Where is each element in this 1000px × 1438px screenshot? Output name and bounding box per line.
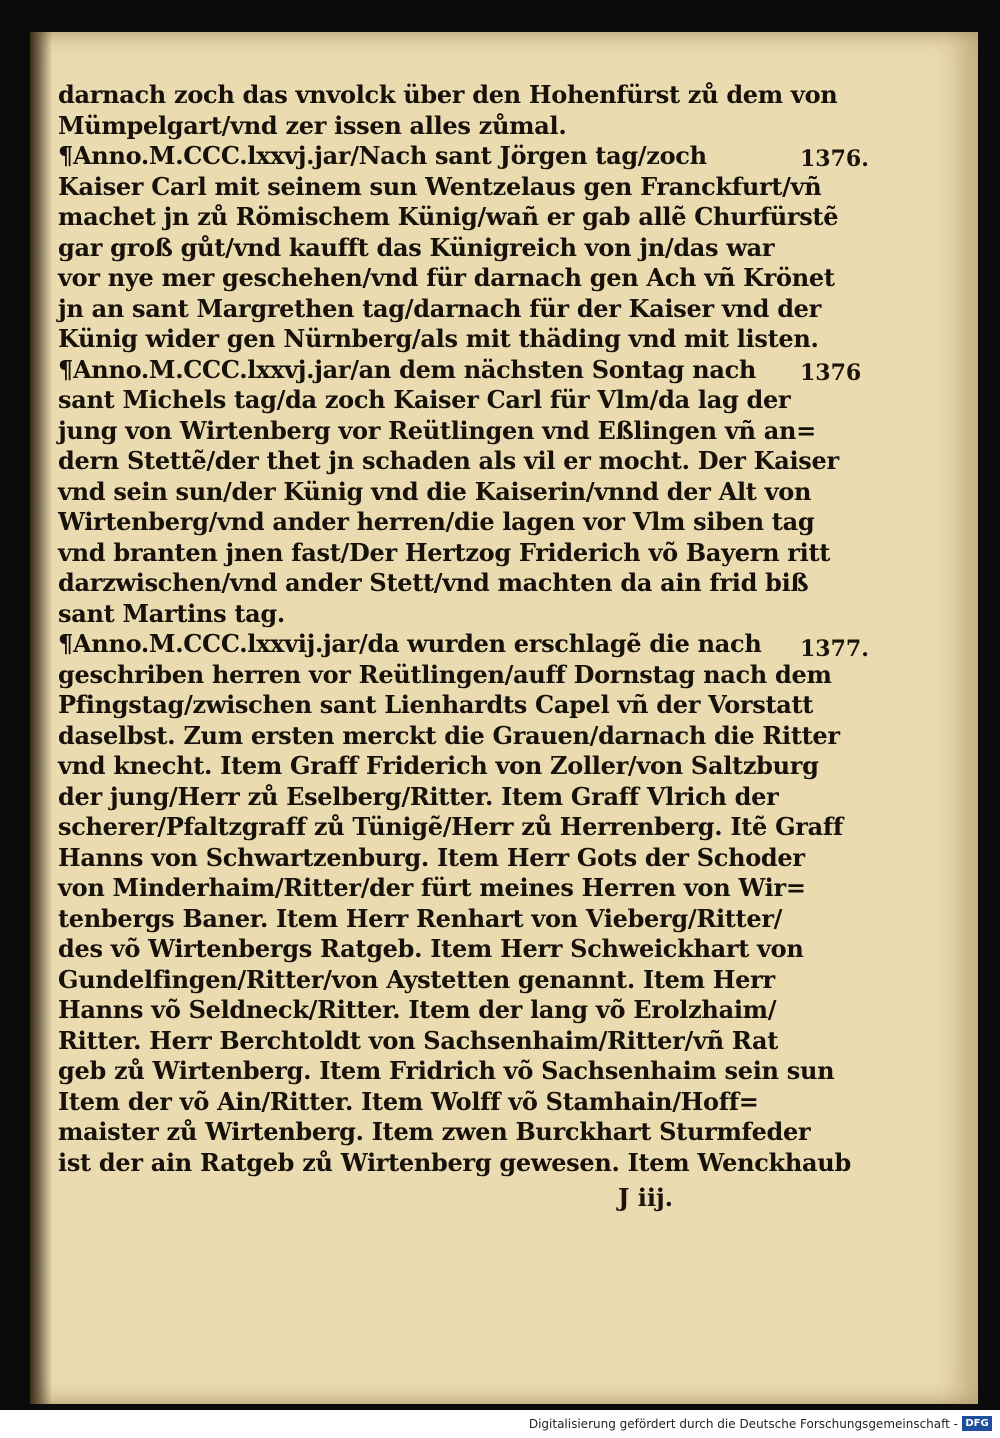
page-binding-shadow (30, 32, 52, 1404)
text-line: gar groß gůt/vnd kaufft das Künigreich von jn/das war (58, 232, 775, 262)
text-line: Kaiser Carl mit seinem sun Wentzelaus gen Franckfurt/vñ (58, 171, 822, 201)
text-line: Hanns võ Seldneck/Ritter. Item der lang võ Erolzhaim/ (58, 995, 777, 1024)
text-line: Ritter. Herr Berchtoldt von Sachsenhaim/Ritter/vñ Rat (58, 1025, 779, 1055)
text-line: machet jn zů Römischem Künig/wañ er gab allẽ Churfürstẽ (58, 202, 839, 231)
text-line: geb zů Wirtenberg. Item Fridrich võ Sachsenhaim sein sun (58, 1056, 835, 1085)
text-line: daselbst. Zum ersten merckt die Grauen/darnach die Ritter (58, 720, 840, 750)
text-line: Gundelfingen/Ritter/von Aystetten genannt. Item Herr (58, 964, 775, 994)
margin-year-note: 1376 (800, 360, 862, 386)
signature-mark: J iij. (618, 1183, 673, 1212)
text-line: Mümpelgart/vnd zer issen alles zůmal. (58, 110, 567, 140)
text-line: Künig wider gen Nürnberg/als mit thäding vnd mit listen. (58, 324, 819, 353)
text-line: scherer/Pfaltzgraff zů Tünigẽ/Herr zů Herrenberg. Itẽ Graff (58, 812, 843, 841)
text-line: vnd knecht. Item Graff Friderich von Zoller/von Saltzburg (58, 751, 819, 780)
text-line: sant Michels tag/da zoch Kaiser Carl für Vlm/da lag der (58, 385, 791, 414)
text-line: vnd branten jnen fast/Der Hertzog Friderich võ Bayern ritt (58, 537, 831, 567)
text-line: Hanns von Schwartzenburg. Item Herr Gots der Schoder (58, 842, 805, 872)
text-line: vor nye mer geschehen/vnd für darnach gen Ach vñ Krönet (58, 263, 835, 292)
text-line: Wirtenberg/vnd ander herren/die lagen vor Vlm siben tag (58, 507, 815, 536)
text-line: der jung/Herr zů Eselberg/Ritter. Item Graff Vlrich der (58, 781, 779, 811)
text-line: Pfingstag/zwischen sant Lienhardts Capel vñ der Vorstatt (58, 690, 814, 719)
text-line: Item der võ Ain/Ritter. Item Wolff võ Stamhain/Hoff= (58, 1086, 759, 1116)
text-line: jung von Wirtenberg vor Reütlingen vnd Eßlingen vñ an= (58, 415, 816, 445)
margin-year-note: 1377. (800, 636, 869, 662)
text-line: jn an sant Margrethen tag/darnach für der Kaiser vnd der (58, 293, 822, 323)
text-line: von Minderhaim/Ritter/der fürt meines Herren von Wir= (58, 873, 806, 902)
text-line: darzwischen/vnd ander Stett/vnd machten da ain frid biß (58, 568, 809, 597)
text-line: ¶Anno.M.CCC.lxxvj.jar/an dem nächsten Sontag nach (58, 354, 757, 384)
footer-bar (0, 1410, 1000, 1438)
dfg-logo: DFG (962, 1416, 992, 1431)
text-line: darnach zoch das vnvolck über den Hohenfürst zů dem von (58, 80, 838, 109)
text-line: dern Stettẽ/der thet jn schaden als vil er mocht. Der Kaiser (58, 446, 839, 475)
text-line: ¶Anno.M.CCC.lxxvj.jar/Nach sant Jörgen tag/zoch (58, 141, 707, 170)
text-line: ist der ain Ratgeb zů Wirtenberg gewesen. Item Wenckhaub (58, 1147, 851, 1177)
text-line: vnd sein sun/der Künig vnd die Kaiserin/vnnd der Alt von (58, 476, 812, 506)
text-line: geschriben herren vor Reütlingen/auff Dornstag nach dem (58, 659, 832, 689)
text-line: des võ Wirtenbergs Ratgeb. Item Herr Schweickhart von (58, 934, 804, 963)
text-line: ¶Anno.M.CCC.lxxvij.jar/da wurden erschlagẽ die nach (58, 629, 762, 658)
funding-credit: Digitalisierung gefördert durch die Deutsche Forschungsgemeinschaft - (528, 1417, 958, 1431)
text-line: sant Martins tag. (58, 598, 285, 628)
text-line: tenbergs Baner. Item Herr Renhart von Vieberg/Ritter/ (58, 903, 783, 933)
margin-year-note: 1376. (800, 146, 869, 172)
text-line: maister zů Wirtenberg. Item zwen Burckhart Sturmfeder (58, 1117, 811, 1146)
